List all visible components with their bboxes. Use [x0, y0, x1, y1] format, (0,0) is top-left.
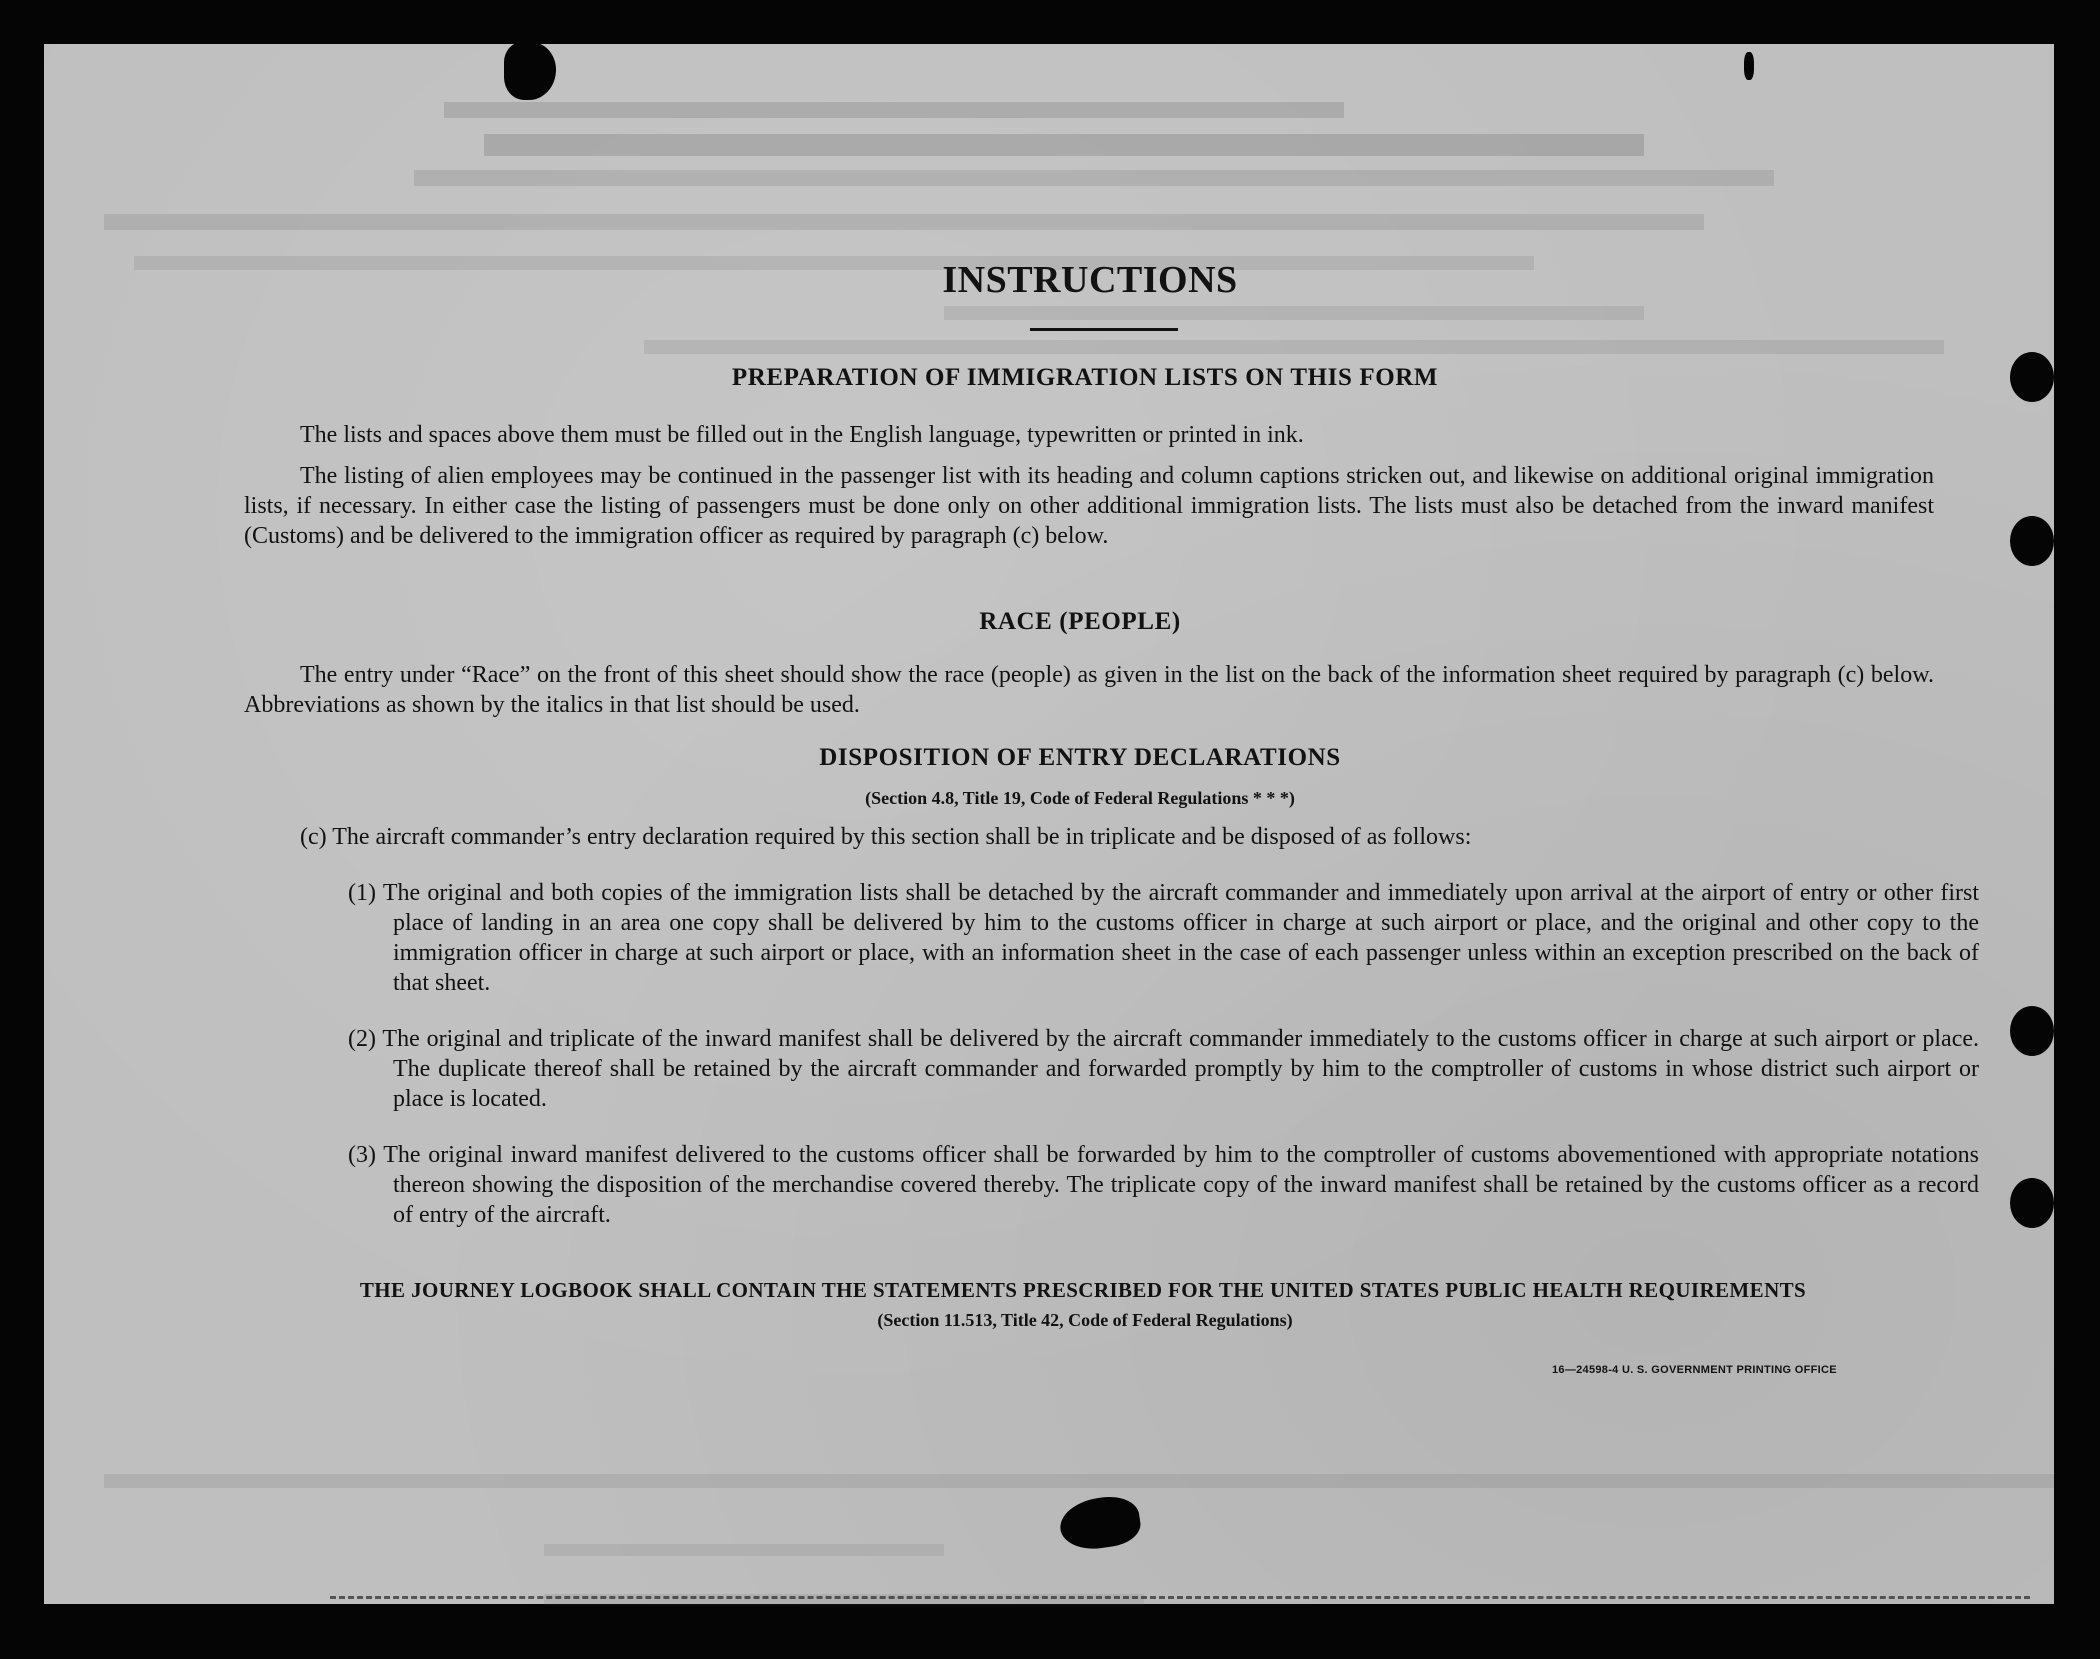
section-paragraph: The listing of alien employees may be continued in the passenger list with its heading and column captions stricken out, and likewise on additional original immigration lists, if necessary. In either case the listing of passengers must be done only on other additional immigration lists. The lists must also be detached from the inward manifest (Customs) and be delivered to the immigration officer as required by paragraph (c) below.	[244, 463, 1934, 549]
title-underline	[1030, 328, 1178, 331]
section-paragraph: The entry under “Race” on the front of this sheet should show the race (people) as given in the list on the back of the information sheet required by paragraph (c) below. Abbreviations as shown by the italics in that list should be used.	[244, 662, 1934, 718]
printing-office-code: 16—24598-4 U. S. GOVERNMENT PRINTING OFFICE	[1552, 1364, 1837, 1376]
section-citation: (Section 4.8, Title 19, Code of Federal Regulations * * *)	[865, 788, 1295, 808]
section-heading: RACE (PEOPLE)	[979, 608, 1181, 635]
list-item: (1) The original and both copies of the immigration lists shall be detached by the aircraft commander and immediately upon arrival at the airport of entry or other first place of landing in an area one copy shall be delivered by him to the customs officer in charge at such airport or place, and the original and other copy to the immigration officer in charge at such airport or place, with an information sheet in the case of each passenger unless within an exception prescribed on the back of that sheet.	[348, 880, 1979, 996]
section-heading: PREPARATION OF IMMIGRATION LISTS ON THIS FORM	[731, 364, 1439, 391]
section-heading: DISPOSITION OF ENTRY DECLARATIONS	[819, 744, 1341, 771]
page-title: INSTRUCTIONS	[942, 259, 1238, 301]
footer-citation: (Section 11.513, Title 42, Code of Federal Regulations)	[877, 1310, 1293, 1330]
list-item: (2) The original and triplicate of the inward manifest shall be delivered by the aircraft commander immediately to the customs officer in charge at such airport or place. The duplicate thereof shall be retained by the aircraft commander and forwarded promptly by him to the comptroller of customs in whose district such airport or place is located.	[348, 1026, 1979, 1112]
health-requirements-statement: THE JOURNEY LOGBOOK SHALL CONTAIN THE STATEMENTS PRESCRIBED FOR THE UNITED STATES PUBLIC HEALTH REQUIREMENTS	[359, 1278, 1807, 1302]
section-intro: (c) The aircraft commander’s entry declaration required by this section shall be in triplicate and be disposed of as follows:	[300, 824, 1472, 850]
section-paragraph: The lists and spaces above them must be filled out in the English language, typewritten or printed in ink.	[300, 422, 1304, 448]
list-item: (3) The original inward manifest delivered to the customs officer shall be forwarded by him to the comptroller of customs abovementioned with appropriate notations thereon showing the disposition of the merchandise covered thereby. The triplicate copy of the inward manifest shall be retained by the customs officer as a record of entry of the aircraft.	[348, 1142, 1979, 1228]
